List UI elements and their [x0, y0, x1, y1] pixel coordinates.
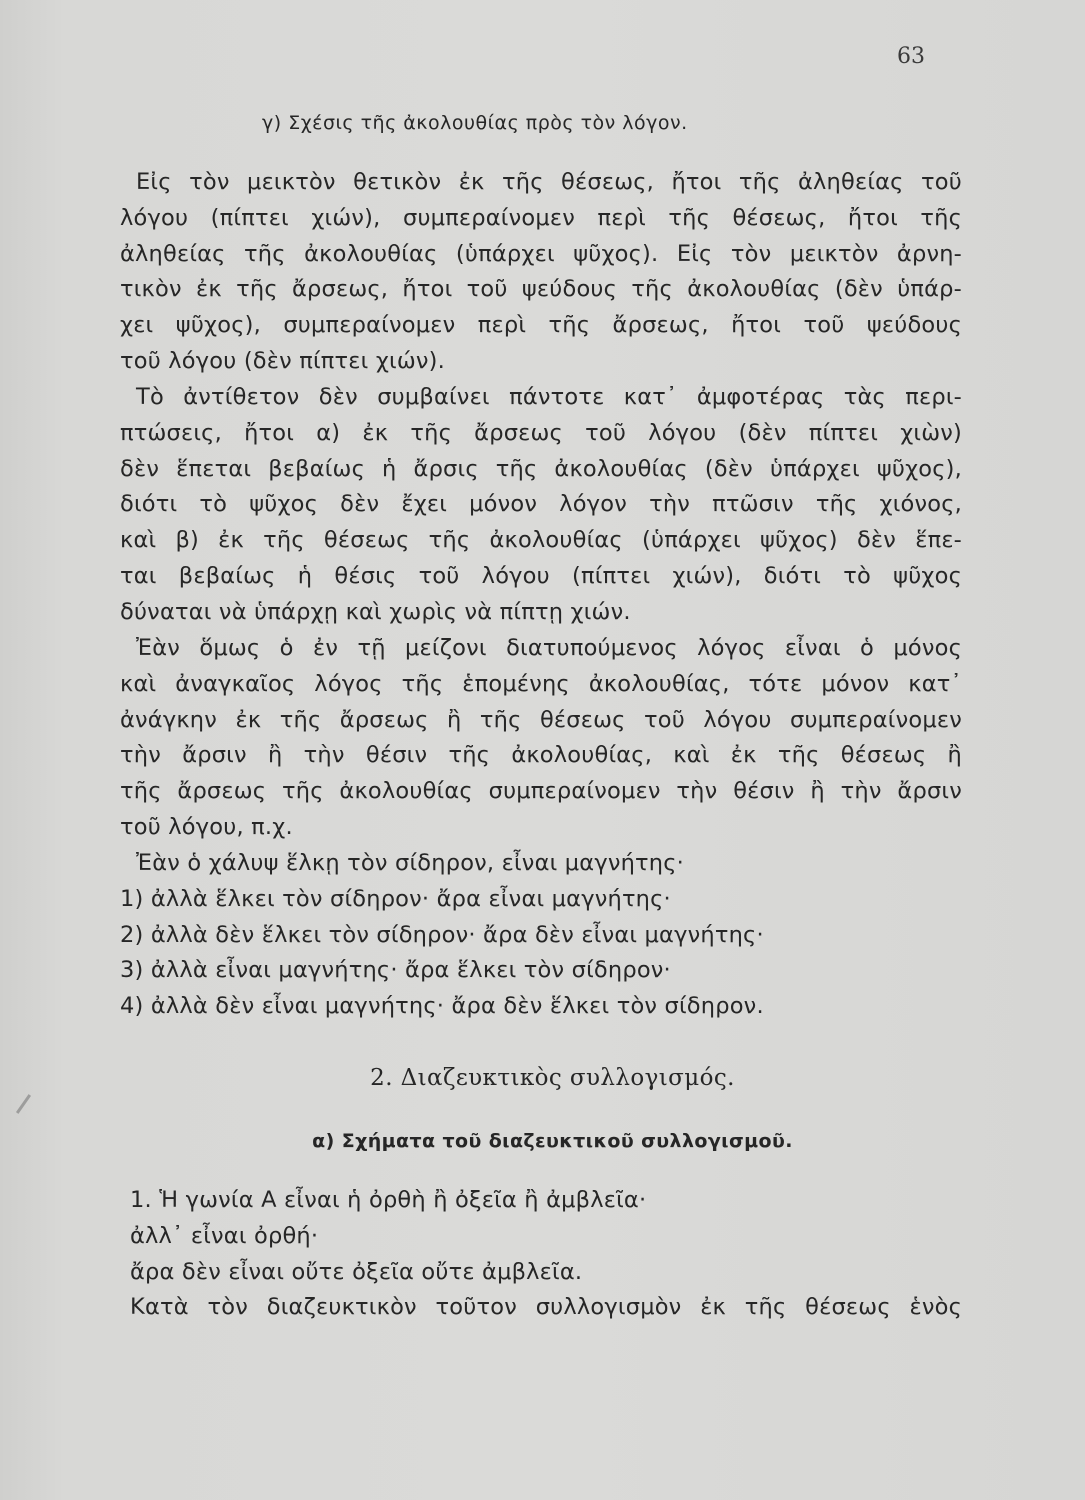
text-line: Τὸ ἀντίθετον δὲν συμβαίνει πάντοτε κατ᾽ ἀμφοτέρας τὰς περι- — [136, 384, 962, 410]
paragraph-opposite-case — [120, 380, 962, 631]
text-line: διότι τὸ ψῦχος δὲν ἔχει μόνον λόγον τὴν πτῶσιν τῆς χιόνος, — [120, 491, 962, 518]
text-line: τοῦ λόγου, π.χ. — [120, 813, 293, 840]
example-item: 2) ἀλλὰ δὲν ἕλκει τὸν σίδηρον· ἄρα δὲν εἶναι μαγνήτης· — [120, 921, 764, 948]
section-heading-disjunctive: 2. Διαζευκτικὸς συλλογισμός. — [370, 1065, 735, 1091]
text-line: πτώσεις, ἤτοι α) ἐκ τῆς ἄρσεως τοῦ λόγου (δὲν πίπτει χιὼν) — [120, 419, 962, 446]
text-line: λόγου (πίπτει χιών), συμπεραίνομεν περὶ τῆς θέσεως, ἤτοι τῆς — [120, 204, 962, 231]
example-item: 4) ἀλλὰ δὲν εἶναι μαγνήτης· ἄρα δὲν ἕλκει τὸν σίδηρον. — [120, 993, 764, 1020]
text-line: καὶ β) ἐκ τῆς θέσεως τῆς ἀκολουθίας (ὑπάρχει ψῦχος) δὲν ἕπε- — [120, 527, 962, 554]
text-line: ἀλλ᾽ εἶναι ὀρθή· — [130, 1222, 319, 1249]
subsection-heading-forms: α) Σχήματα τοῦ διαζευκτικοῦ συλλογισμοῦ. — [312, 1130, 793, 1152]
text-line: ἀληθείας τῆς ἀκολουθίας (ὑπάρχει ψῦχος). Εἰς τὸν μεικτὸν ἀρνη- — [120, 240, 962, 267]
paragraph-mixed-syllogism — [120, 165, 962, 380]
page-number: 63 — [897, 44, 925, 69]
example-item: 1) ἀλλὰ ἕλκει τὸν σίδηρον· ἄρα εἶναι μαγνήτης· — [120, 885, 671, 912]
text-line: ται βεβαίως ἡ θέσις τοῦ λόγου (πίπτει χιών), διότι τὸ ψῦχος — [120, 562, 962, 589]
scan-speck — [16, 1094, 31, 1114]
text-line: χει ψῦχος), συμπεραίνομεν περὶ τῆς ἄρσεως, ἤτοι τοῦ ψεύδους — [120, 312, 962, 339]
text-line: ἀνάγκην ἐκ τῆς ἄρσεως ἢ τῆς θέσεως τοῦ λόγου συμπεραίνομεν — [120, 706, 962, 733]
text-line: 1. Ἡ γωνία Α εἶναι ἡ ὀρθὴ ἢ ὀξεῖα ἢ ἀμβλεῖα· — [130, 1187, 647, 1213]
text-line: Κατὰ τὸν διαζευκτικὸν τοῦτον συλλογισμὸν ἐκ τῆς θέσεως ἑνὸς — [130, 1294, 962, 1321]
text-line: τὴν ἄρσιν ἢ τὴν θέσιν τῆς ἀκολουθίας, καὶ ἐκ τῆς θέσεως ἢ — [120, 742, 962, 769]
text-line: καὶ ἀναγκαῖος λόγος τῆς ἑπομένης ἀκολουθίας, τότε μόνον κατ᾽ — [120, 670, 962, 697]
paragraph-disjunctive-example — [120, 1183, 962, 1326]
text-line: Εἰς τὸν μεικτὸν θετικὸν ἐκ τῆς θέσεως, ἤτοι τῆς ἀληθείας τοῦ — [136, 169, 962, 195]
paragraph-necessary-reason — [120, 631, 962, 846]
example-item: 3) ἀλλὰ εἶναι μαγνήτης· ἄρα ἕλκει τὸν σίδηρον· — [120, 957, 671, 984]
text-line: Ἐὰν ὅμως ὁ ἐν τῇ μείζονι διατυπούμενος λόγος εἶναι ὁ μόνος — [136, 635, 962, 661]
text-line: ἄρα δὲν εἶναι οὔτε ὀξεῖα οὔτε ἀμβλεῖα. — [130, 1258, 583, 1285]
section-subtitle-relation: γ) Σχέσις τῆς ἀκολουθίας πρὸς τὸν λόγον. — [262, 112, 688, 134]
example-magnet — [120, 846, 962, 1025]
example-premise: Ἐὰν ὁ χάλυψ ἕλκῃ τὸν σίδηρον, εἶναι μαγνήτης· — [136, 850, 685, 876]
text-line: δύναται νὰ ὑπάρχῃ καὶ χωρὶς νὰ πίπτῃ χιών. — [120, 598, 631, 625]
text-line: τοῦ λόγου (δὲν πίπτει χιών). — [120, 347, 445, 374]
text-line: δὲν ἕπεται βεβαίως ἡ ἄρσις τῆς ἀκολουθίας (δὲν ὑπάρχει ψῦχος), — [120, 455, 962, 482]
text-line: τῆς ἄρσεως τῆς ἀκολουθίας συμπεραίνομεν τὴν θέσιν ἢ τὴν ἄρσιν — [120, 778, 962, 805]
text-line: τικὸν ἐκ τῆς ἄρσεως, ἤτοι τοῦ ψεύδους τῆς ἀκολουθίας (δὲν ὑπάρ- — [120, 276, 962, 303]
